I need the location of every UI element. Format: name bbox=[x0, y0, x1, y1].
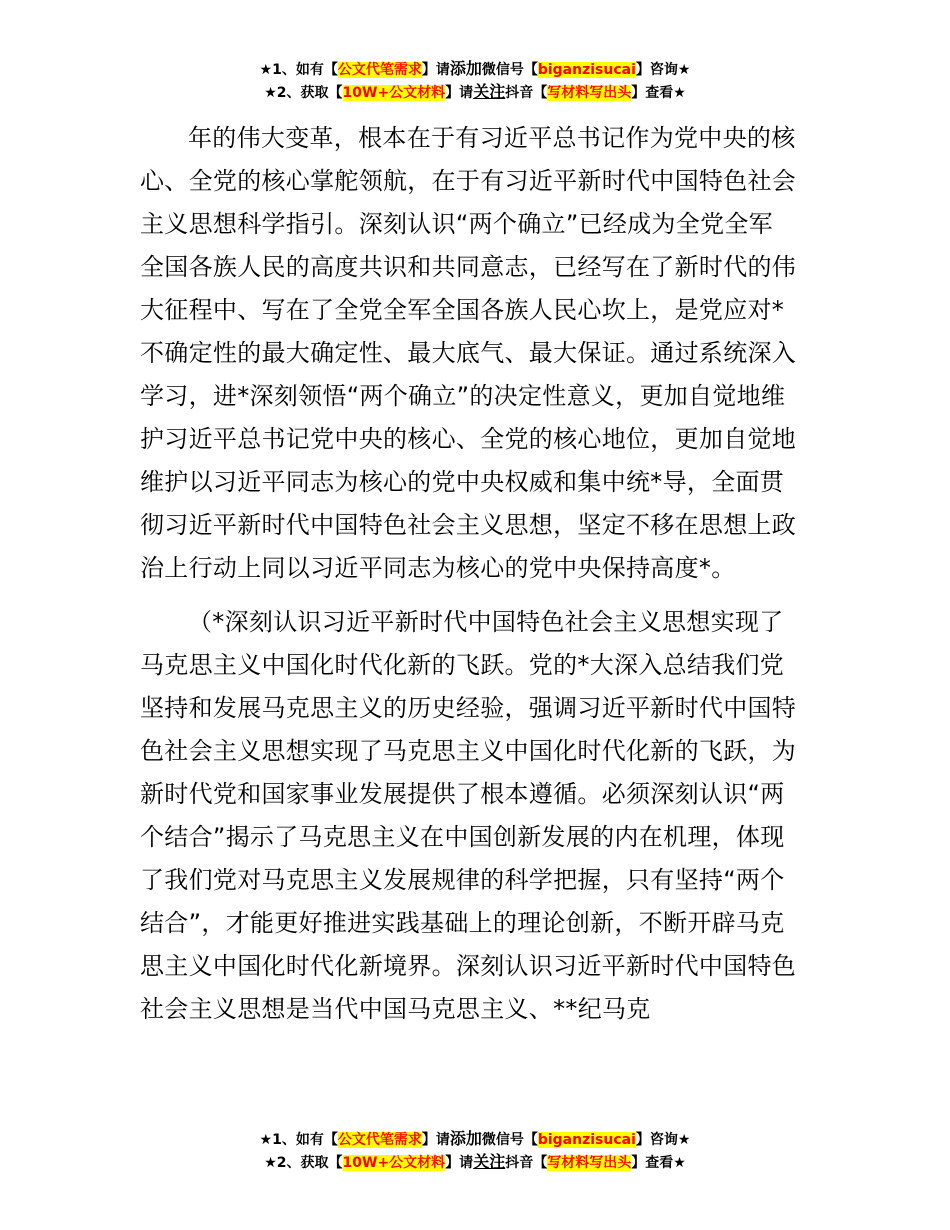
banner-line-2 bbox=[0, 81, 950, 104]
banner-text: 抖音【 bbox=[505, 85, 548, 101]
highlight-wechat-id: biganzisucai bbox=[537, 62, 636, 78]
text-line: 思主义中国化时代化新境界。深刻认识习近平新时代中国特色 bbox=[140, 952, 797, 980]
banner-line-1 bbox=[0, 1128, 950, 1151]
text-line: 马克思主义中国化时代化新的飞跃。党的*大深入总结我们党 bbox=[140, 651, 785, 679]
text-line: 年的伟大变革，根本在于有习近平总书记作为党中央的核 bbox=[188, 124, 796, 152]
banner-text: 】咨询★ bbox=[635, 62, 691, 78]
highlight-materials: 10W+公文材料 bbox=[342, 1155, 446, 1171]
banner-text: 抖音【 bbox=[505, 1155, 548, 1171]
banner-text: 关注 bbox=[473, 1152, 506, 1171]
text-line: 不确定性的最大确定性、最大底气、最大保证。通过系统深入 bbox=[140, 339, 797, 367]
text-line: 主义思想科学指引。深刻认识“两个确立”已经成为全党全军 bbox=[140, 210, 773, 238]
highlight-douyin-id: 写材料写出头 bbox=[547, 1155, 632, 1171]
banner-text: 添加 bbox=[449, 1129, 482, 1148]
text-line: 新时代党和国家事业发展提供了根本遵循。必须深刻认识“两 bbox=[140, 780, 785, 808]
banner-text: 关注 bbox=[473, 82, 506, 101]
highlight-wechat-id: biganzisucai bbox=[537, 1132, 636, 1148]
document-body bbox=[140, 117, 815, 1031]
text-line: 全国各族人民的高度共识和共同意志，已经写在了新时代的伟 bbox=[140, 253, 797, 281]
text-line: 坚持和发展马克思主义的历史经验，强调习近平新时代中国特 bbox=[140, 694, 797, 722]
banner-text: 微信号【 bbox=[481, 62, 538, 78]
header-banner bbox=[0, 58, 950, 104]
banner-text: 】请 bbox=[445, 85, 474, 101]
text-line: 了我们党对马克思主义发展规律的科学把握，只有坚持“两个 bbox=[140, 866, 785, 894]
banner-line-2 bbox=[0, 1151, 950, 1174]
banner-text: 】查看★ bbox=[631, 85, 686, 101]
banner-text: ★1、如有【 bbox=[259, 1132, 338, 1148]
highlight-douyin-id: 写材料写出头 bbox=[547, 85, 632, 101]
banner-text: 】请 bbox=[445, 1155, 474, 1171]
footer-banner bbox=[0, 1128, 950, 1174]
text-line: 大征程中、写在了全党全军全国各族人民心坎上，是党应对* bbox=[140, 296, 785, 324]
text-line: 学习，进*深刻领悟“两个确立”的决定性意义，更加自觉地维 bbox=[140, 382, 786, 410]
text-line: 护习近平总书记党中央的核心、全党的核心地位，更加自觉地 bbox=[140, 425, 797, 453]
text-line: 治上行动上同以习近平同志为核心的党中央保持高度*。 bbox=[140, 554, 736, 582]
banner-text: 】请 bbox=[421, 1132, 450, 1148]
paragraph bbox=[140, 601, 815, 1031]
highlight-materials: 10W+公文材料 bbox=[342, 85, 446, 101]
banner-text: 添加 bbox=[449, 59, 482, 78]
banner-line-1 bbox=[0, 58, 950, 81]
paragraph bbox=[140, 117, 815, 590]
text-line: 心、全党的核心掌舵领航，在于有习近平新时代中国特色社会 bbox=[140, 167, 797, 195]
banner-text: ★1、如有【 bbox=[259, 62, 338, 78]
banner-text: ★2、获取【 bbox=[264, 85, 343, 101]
banner-text: 】咨询★ bbox=[635, 1132, 691, 1148]
text-line: （*深刻认识习近平新时代中国特色社会主义思想实现了 bbox=[188, 608, 784, 636]
banner-text: ★2、获取【 bbox=[264, 1155, 343, 1171]
text-line: 彻习近平新时代中国特色社会主义思想，坚定不移在思想上政 bbox=[140, 511, 797, 539]
banner-text: 】查看★ bbox=[631, 1155, 686, 1171]
highlight-service: 公文代笔需求 bbox=[337, 1132, 422, 1148]
highlight-service: 公文代笔需求 bbox=[337, 62, 422, 78]
banner-text: 】请 bbox=[421, 62, 450, 78]
text-line: 维护以习近平同志为核心的党中央权威和集中统*导，全面贯 bbox=[140, 468, 785, 496]
banner-text: 微信号【 bbox=[481, 1132, 538, 1148]
text-line: 结合”，才能更好推进实践基础上的理论创新，不断开辟马克 bbox=[140, 909, 785, 937]
text-line: 个结合”揭示了马克思主义在中国创新发展的内在机理，体现 bbox=[140, 823, 785, 851]
text-line: 色社会主义思想实现了马克思主义中国化时代化新的飞跃，为 bbox=[140, 737, 797, 765]
text-line: 社会主义思想是当代中国马克思主义、**纪马克 bbox=[140, 995, 651, 1023]
